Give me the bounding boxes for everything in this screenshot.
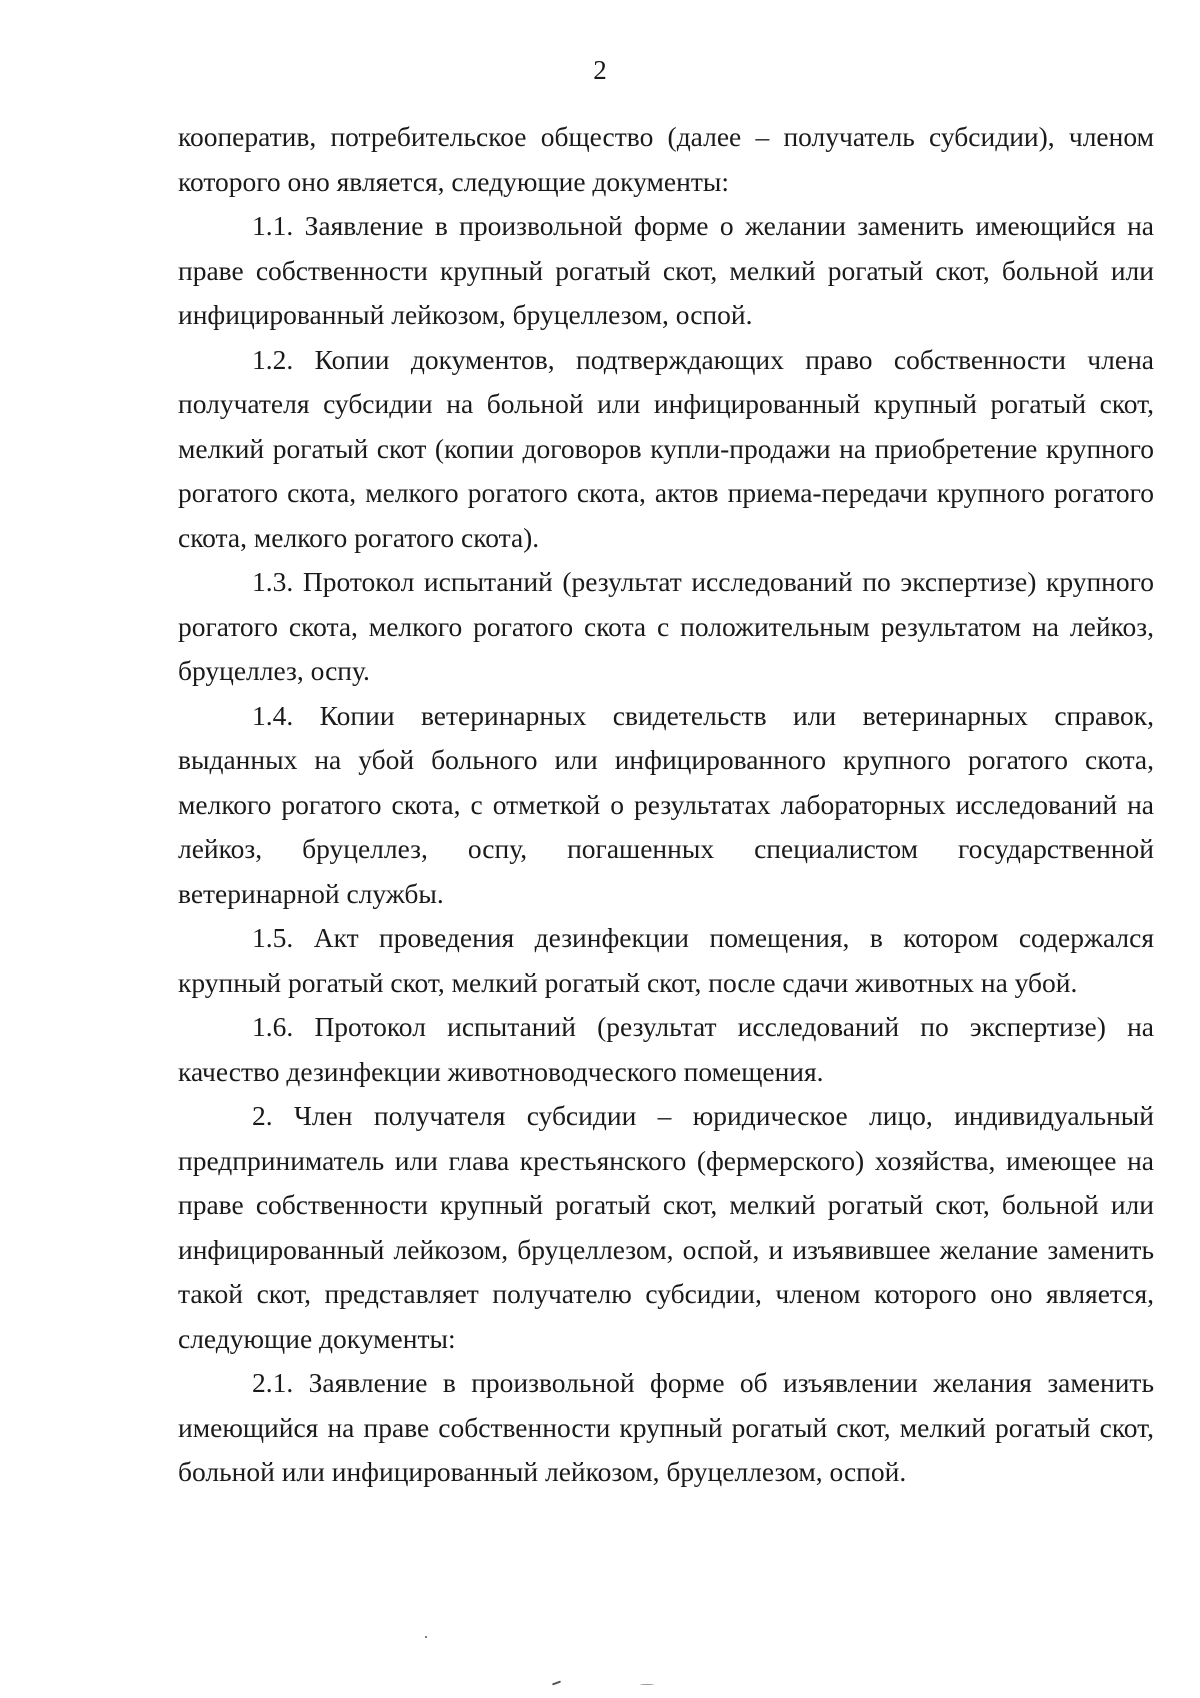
paragraph-2: 2. Член получателя субсидии – юридическое лицо, индивидуальный предприниматель или глава крестьянского (фермерского) хозяйства, имеющее на праве собственности крупный рогатый скот, мелкий рогатый скот, больной или инфицированный лейкозом, бруцеллезом, оспой, и изъявившее желание заменить такой скот, представляет получателю субсидии, членом которого оно является, следующие документы: (178, 1100, 1154, 1354)
paragraph-1-6: 1.6. Протокол испытаний (результат исследований по экспертизе) на качество дезинфекции животноводческого помещения. (178, 1011, 1154, 1087)
scan-artifact (640, 1684, 654, 1685)
scan-artifact (552, 1681, 561, 1686)
paragraph-1-3: 1.3. Протокол испытаний (результат исследований по экспертизе) крупного рогатого скота, мелкого рогатого скота с положительным результатом на лейкоз, бруцеллез, оспу. (178, 566, 1154, 686)
paragraph-1-2: 1.2. Копии документов, подтверждающих право собственности члена получателя субсидии на больной или инфицированный крупный рогатый скот, мелкий рогатый скот (копии договоров купли-продажи на приобретение крупного рогатого скота, мелкого рогатого скота, актов приема-передачи крупного рогатого скота, мелкого рогатого скота). (178, 343, 1154, 553)
paragraph-continuation: кооператив, потребительское общество (далее – получатель субсидии), членом которого оно является, следующие документы: (178, 121, 1154, 197)
scan-artifact (425, 1636, 427, 1638)
paragraph-1-5: 1.5. Акт проведения дезинфекции помещения, в котором содержался крупный рогатый скот, мелкий рогатый скот, после сдачи животных на убой. (178, 922, 1154, 998)
page-number: 2 (593, 55, 607, 85)
paragraph-1-4: 1.4. Копии ветеринарных свидетельств или ветеринарных справок, выданных на убой больного или инфицированного крупного рогатого скота, мелкого рогатого скота, с отметкой о результатах лабораторных исследований на лейкоз, бруцеллез, оспу, погашенных специалистом государственной ветеринарной службы. (178, 699, 1154, 909)
paragraph-2-1: 2.1. Заявление в произвольной форме об изъявлении желания заменить имеющийся на праве собственности крупный рогатый скот, мелкий рогатый скот, больной или инфицированный лейкозом, бруцеллезом, оспой. (178, 1367, 1154, 1487)
document-body (178, 115, 1154, 1495)
paragraph-1-1: 1.1. Заявление в произвольной форме о желании заменить имеющийся на праве собственности крупный рогатый скот, мелкий рогатый скот, больной или инфицированный лейкозом, бруцеллезом, оспой. (178, 210, 1154, 330)
